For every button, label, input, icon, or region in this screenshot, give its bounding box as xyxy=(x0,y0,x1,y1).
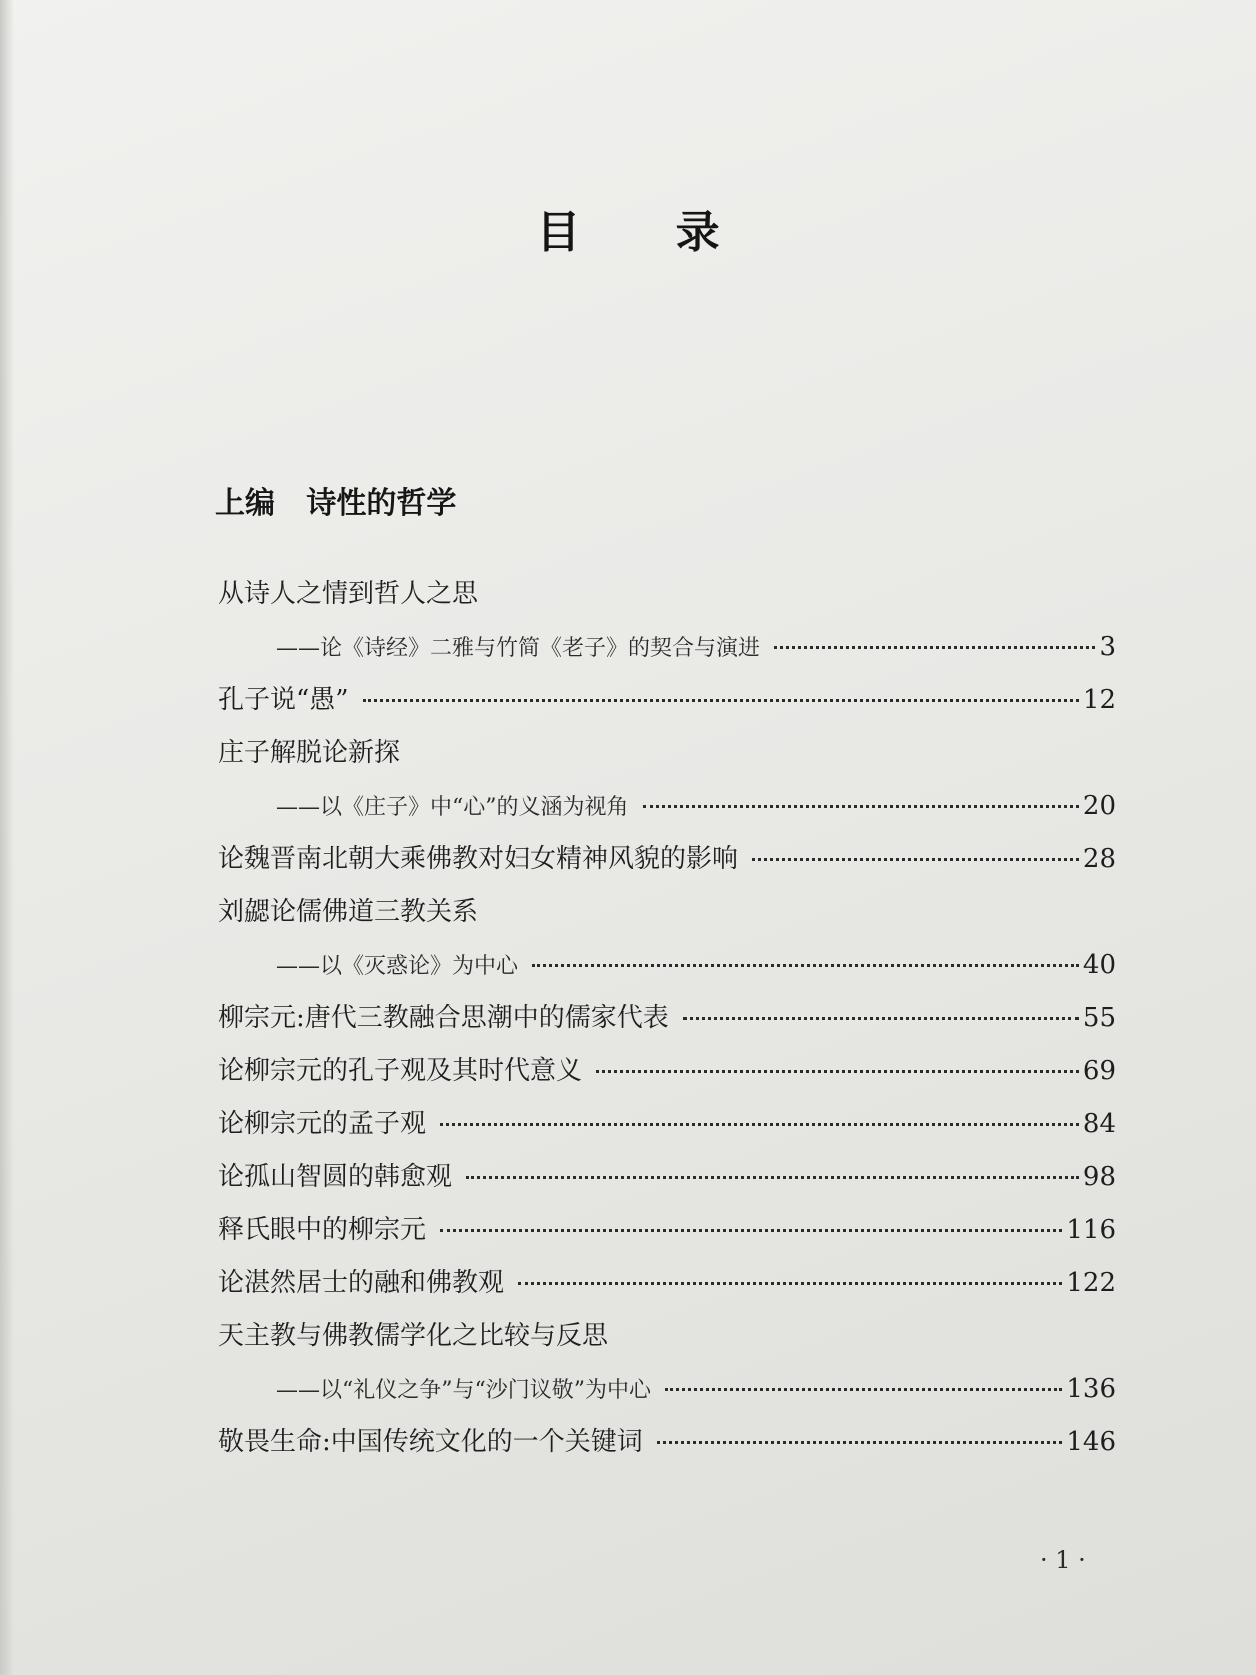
dot-leader xyxy=(657,1441,1063,1444)
toc-entry-title: 论魏晋南北朝大乘佛教对妇女精神风貌的影响 xyxy=(218,844,739,874)
dot-leader xyxy=(466,1176,1079,1179)
toc-page-number: 116 xyxy=(1066,1215,1116,1245)
toc-entry-subtitle: ——以《灭惑论》为中心 xyxy=(276,954,519,979)
dot-leader xyxy=(532,964,1079,967)
toc-entry-1 xyxy=(218,568,1116,621)
toc-entry-4 xyxy=(218,833,1116,886)
toc-entry-5 xyxy=(218,886,1116,939)
toc-entry-title: 论湛然居士的融和佛教观 xyxy=(218,1268,505,1298)
dot-leader xyxy=(363,699,1079,702)
toc-entry-title: 天主教与佛教儒学化之比较与反思 xyxy=(218,1321,609,1351)
toc-entry-3-subtitle xyxy=(218,780,1116,833)
toc-entry-11 xyxy=(218,1257,1116,1310)
toc-page-number: 3 xyxy=(1099,632,1116,662)
toc-entry-5-subtitle xyxy=(218,939,1116,992)
toc-entry-title: 柳宗元:唐代三教融合思潮中的儒家代表 xyxy=(218,1003,669,1033)
toc-entry-6 xyxy=(218,992,1116,1045)
toc-page-number: 40 xyxy=(1082,950,1116,980)
toc-entry-9 xyxy=(218,1151,1116,1204)
toc-entry-subtitle: ——以《庄子》中“心”的义涵为视角 xyxy=(276,795,629,820)
toc-entry-subtitle: ——论《诗经》二雅与竹简《老子》的契合与演进 xyxy=(276,636,761,661)
toc-entry-title: 从诗人之情到哲人之思 xyxy=(218,579,479,609)
toc-entry-title: 论柳宗元的孟子观 xyxy=(218,1109,427,1139)
toc-entry-title: 敬畏生命:中国传统文化的一个关键词 xyxy=(218,1427,643,1457)
page-title: 目 录 xyxy=(536,207,760,258)
toc-entry-title: 庄子解脱论新探 xyxy=(218,738,401,768)
dot-leader xyxy=(643,805,1079,808)
toc-page-number: 55 xyxy=(1082,1003,1116,1033)
dot-leader xyxy=(518,1282,1062,1285)
toc-entry-12 xyxy=(218,1310,1116,1363)
toc-page-number: 84 xyxy=(1082,1109,1116,1139)
toc-entry-12-subtitle xyxy=(218,1363,1116,1416)
toc-page-number: 20 xyxy=(1082,791,1116,821)
dot-leader xyxy=(440,1229,1062,1232)
dot-leader xyxy=(774,646,1095,649)
toc-page-number: 98 xyxy=(1082,1162,1116,1192)
toc-entry-title: 刘勰论儒佛道三教关系 xyxy=(218,897,479,927)
toc-entry-title: 释氏眼中的柳宗元 xyxy=(218,1215,427,1245)
dot-leader xyxy=(683,1017,1079,1020)
dot-leader xyxy=(665,1388,1062,1391)
dot-leader xyxy=(440,1123,1079,1126)
toc-entry-title: 孔子说“愚” xyxy=(218,685,349,715)
toc-entry-subtitle: ——以“礼仪之争”与“沙门议敬”为中心 xyxy=(276,1378,651,1403)
toc-page-number: 69 xyxy=(1082,1056,1116,1086)
toc-entry-10 xyxy=(218,1204,1116,1257)
toc-page-number: 136 xyxy=(1066,1374,1116,1404)
toc-entry-title: 论柳宗元的孔子观及其时代意义 xyxy=(218,1056,583,1086)
toc-entry-3 xyxy=(218,727,1116,780)
toc-entry-1-subtitle xyxy=(218,621,1116,674)
toc-entry-7 xyxy=(218,1045,1116,1098)
toc-entry-title: 论孤山智圆的韩愈观 xyxy=(218,1162,453,1192)
toc-page-number: 122 xyxy=(1066,1268,1116,1298)
dot-leader xyxy=(752,858,1079,861)
toc-page-number: 28 xyxy=(1082,844,1116,874)
section-heading: 上编 诗性的哲学 xyxy=(215,486,457,521)
table-of-contents xyxy=(218,568,1116,1469)
toc-entry-8 xyxy=(218,1098,1116,1151)
page-number-folio: · 1 · xyxy=(1040,1546,1086,1574)
toc-page-number: 146 xyxy=(1066,1427,1116,1457)
dot-leader xyxy=(596,1070,1079,1073)
toc-entry-13 xyxy=(218,1416,1116,1469)
toc-entry-2 xyxy=(218,674,1116,727)
toc-page-number: 12 xyxy=(1082,685,1116,715)
